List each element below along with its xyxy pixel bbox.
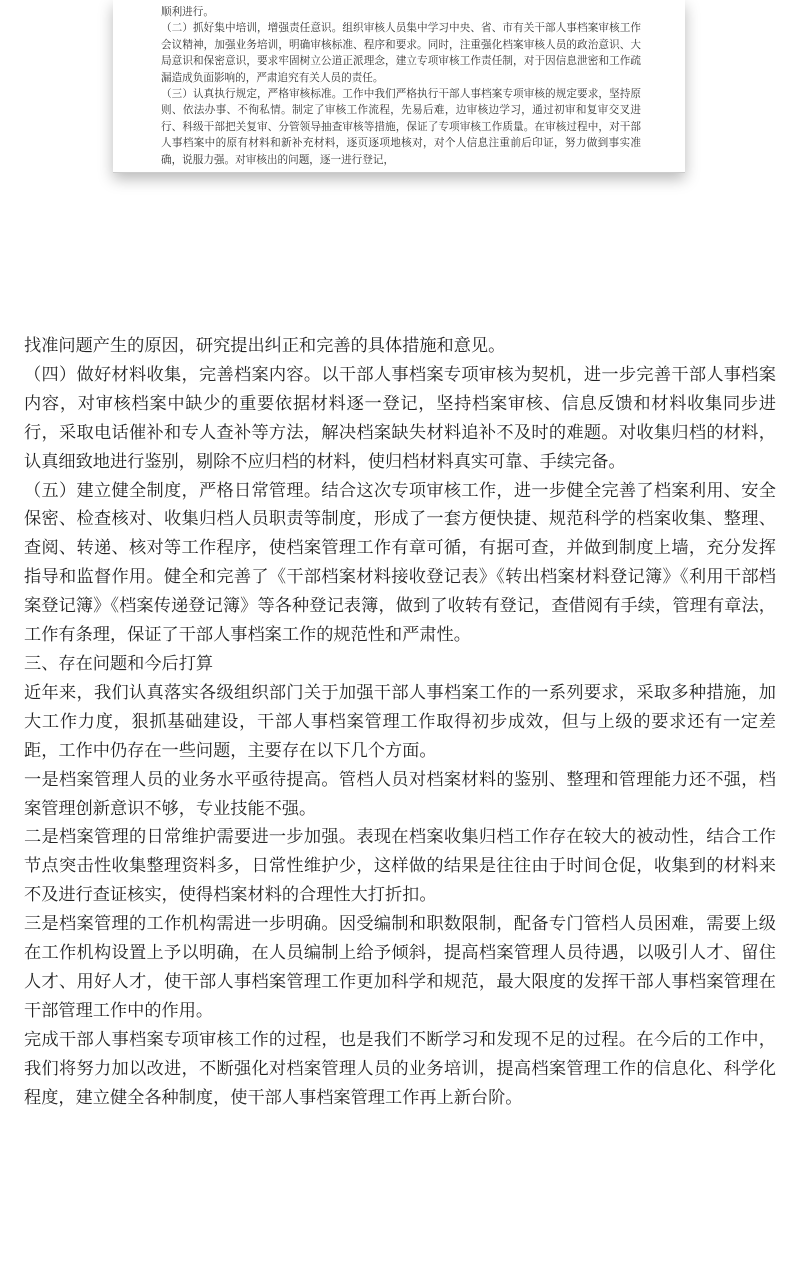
paragraph: （五）建立健全制度，严格日常管理。结合这次专项审核工作，进一步健全完善了档案利用、安全保密、检查核对、收集归档人员职责等制度，形成了一套方便快捷、规范科学的档案收集、整理、查阅、转递、核对等工作程序，使档案管理工作有章可循，有据可查，并做到制度上墙，充分发挥指导和监督作用。健全和完善了《干部档案材料接收登记表》《转出档案材料登记簿》《利用干部档案登记簿》《档案传递登记簿》等各种登记表簿，做到了收转有登记，查借阅有手续，管理有章法，工作有条理，保证了干部人事档案工作的规范性和严肃性。	[24, 480, 776, 646]
paragraph: 二是档案管理的日常维护需要进一步加强。表现在档案收集归档工作存在较大的被动性，结合工作节点突击性收集整理资料多，日常性维护少，这样做的结果是往往由于时间仓促，收集到的材料来不及进行查证核实，使得档案材料的合理性大打折扣。	[24, 827, 776, 906]
paragraph: 近年来，我们认真落实各级组织部门关于加强干部人事档案工作的一系列要求，采取多种措施，加大工作力度，狠抓基础建设，干部人事档案管理工作取得初步成效，但与上级的要求还有一定差距，工作中仍存在一些问题，主要存在以下几个方面。	[24, 682, 776, 761]
document-body	[24, 332, 776, 1112]
paragraph: 找准问题产生的原因，研究提出纠正和完善的具体措施和意见。	[24, 336, 506, 356]
section-heading: 三、存在问题和今后打算	[24, 653, 214, 674]
paragraph: 完成干部人事档案专项审核工作的过程，也是我们不断学习和发现不足的过程。在今后的工作中，我们将努力加以改进，不断强化对档案管理人员的业务培训，提高档案管理工作的信息化、科学化程度，建立健全各种制度，使干部人事档案管理工作再上新台阶。	[24, 1029, 776, 1108]
paragraph: 一是档案管理人员的业务水平亟待提高。管档人员对档案材料的鉴别、整理和管理能力还不强，档案管理创新意识不够，专业技能不强。	[24, 769, 776, 819]
preview-paragraph: 顺利进行。	[161, 5, 214, 18]
page-preview-thumbnail	[113, 0, 685, 173]
paragraph: （四）做好材料收集，完善档案内容。以干部人事档案专项审核为契机，进一步完善干部人事档案内容，对审核档案中缺少的重要依据材料逐一登记，坚持档案审核、信息反馈和材料收集同步进行，采取电话催补和专人查补等方法，解决档案缺失材料追补不及时的难题。对收集归档的材料，认真细致地进行鉴别，剔除不应归档的材料，使归档材料真实可靠、手续完备。	[24, 364, 776, 472]
preview-paragraph: （三）认真执行规定，严格审核标准。工作中我们严格执行干部人事档案专项审核的规定要求，坚持原则、依法办事、不徇私情。制定了审核工作流程，先易后难，边审核边学习，通过初审和复审交叉进行、科级干部把关复审、分管领导抽查审核等措施，保证了专项审核工作质量。在审核过程中，对干部人事档案中的原有材料和新补充材料，逐页逐项地核对，对个人信息注重前后印证，努力做到事实准确，说服力强。对审核出的问题，逐一进行登记，	[161, 87, 641, 166]
preview-text	[161, 4, 641, 168]
preview-paragraph: （二）抓好集中培训，增强责任意识。组织审核人员集中学习中央、省、市有关干部人事档案审核工作会议精神，加强业务培训，明确审核标准、程序和要求。同时，注重强化档案审核人员的政治意识、大局意识和保密意识，要求牢固树立公道正派理念，建立专项审核工作责任制，对于因信息泄密和工作疏漏造成负面影响的，严肃追究有关人员的责任。	[161, 22, 641, 84]
paragraph: 三是档案管理的工作机构需进一步明确。因受编制和职数限制，配备专门管档人员困难，需要上级在工作机构设置上予以明确，在人员编制上给予倾斜，提高档案管理人员待遇，以吸引人才、留住人才、用好人才，使干部人事档案管理工作更加科学和规范，最大限度的发挥干部人事档案管理在干部管理工作中的作用。	[24, 914, 776, 1021]
